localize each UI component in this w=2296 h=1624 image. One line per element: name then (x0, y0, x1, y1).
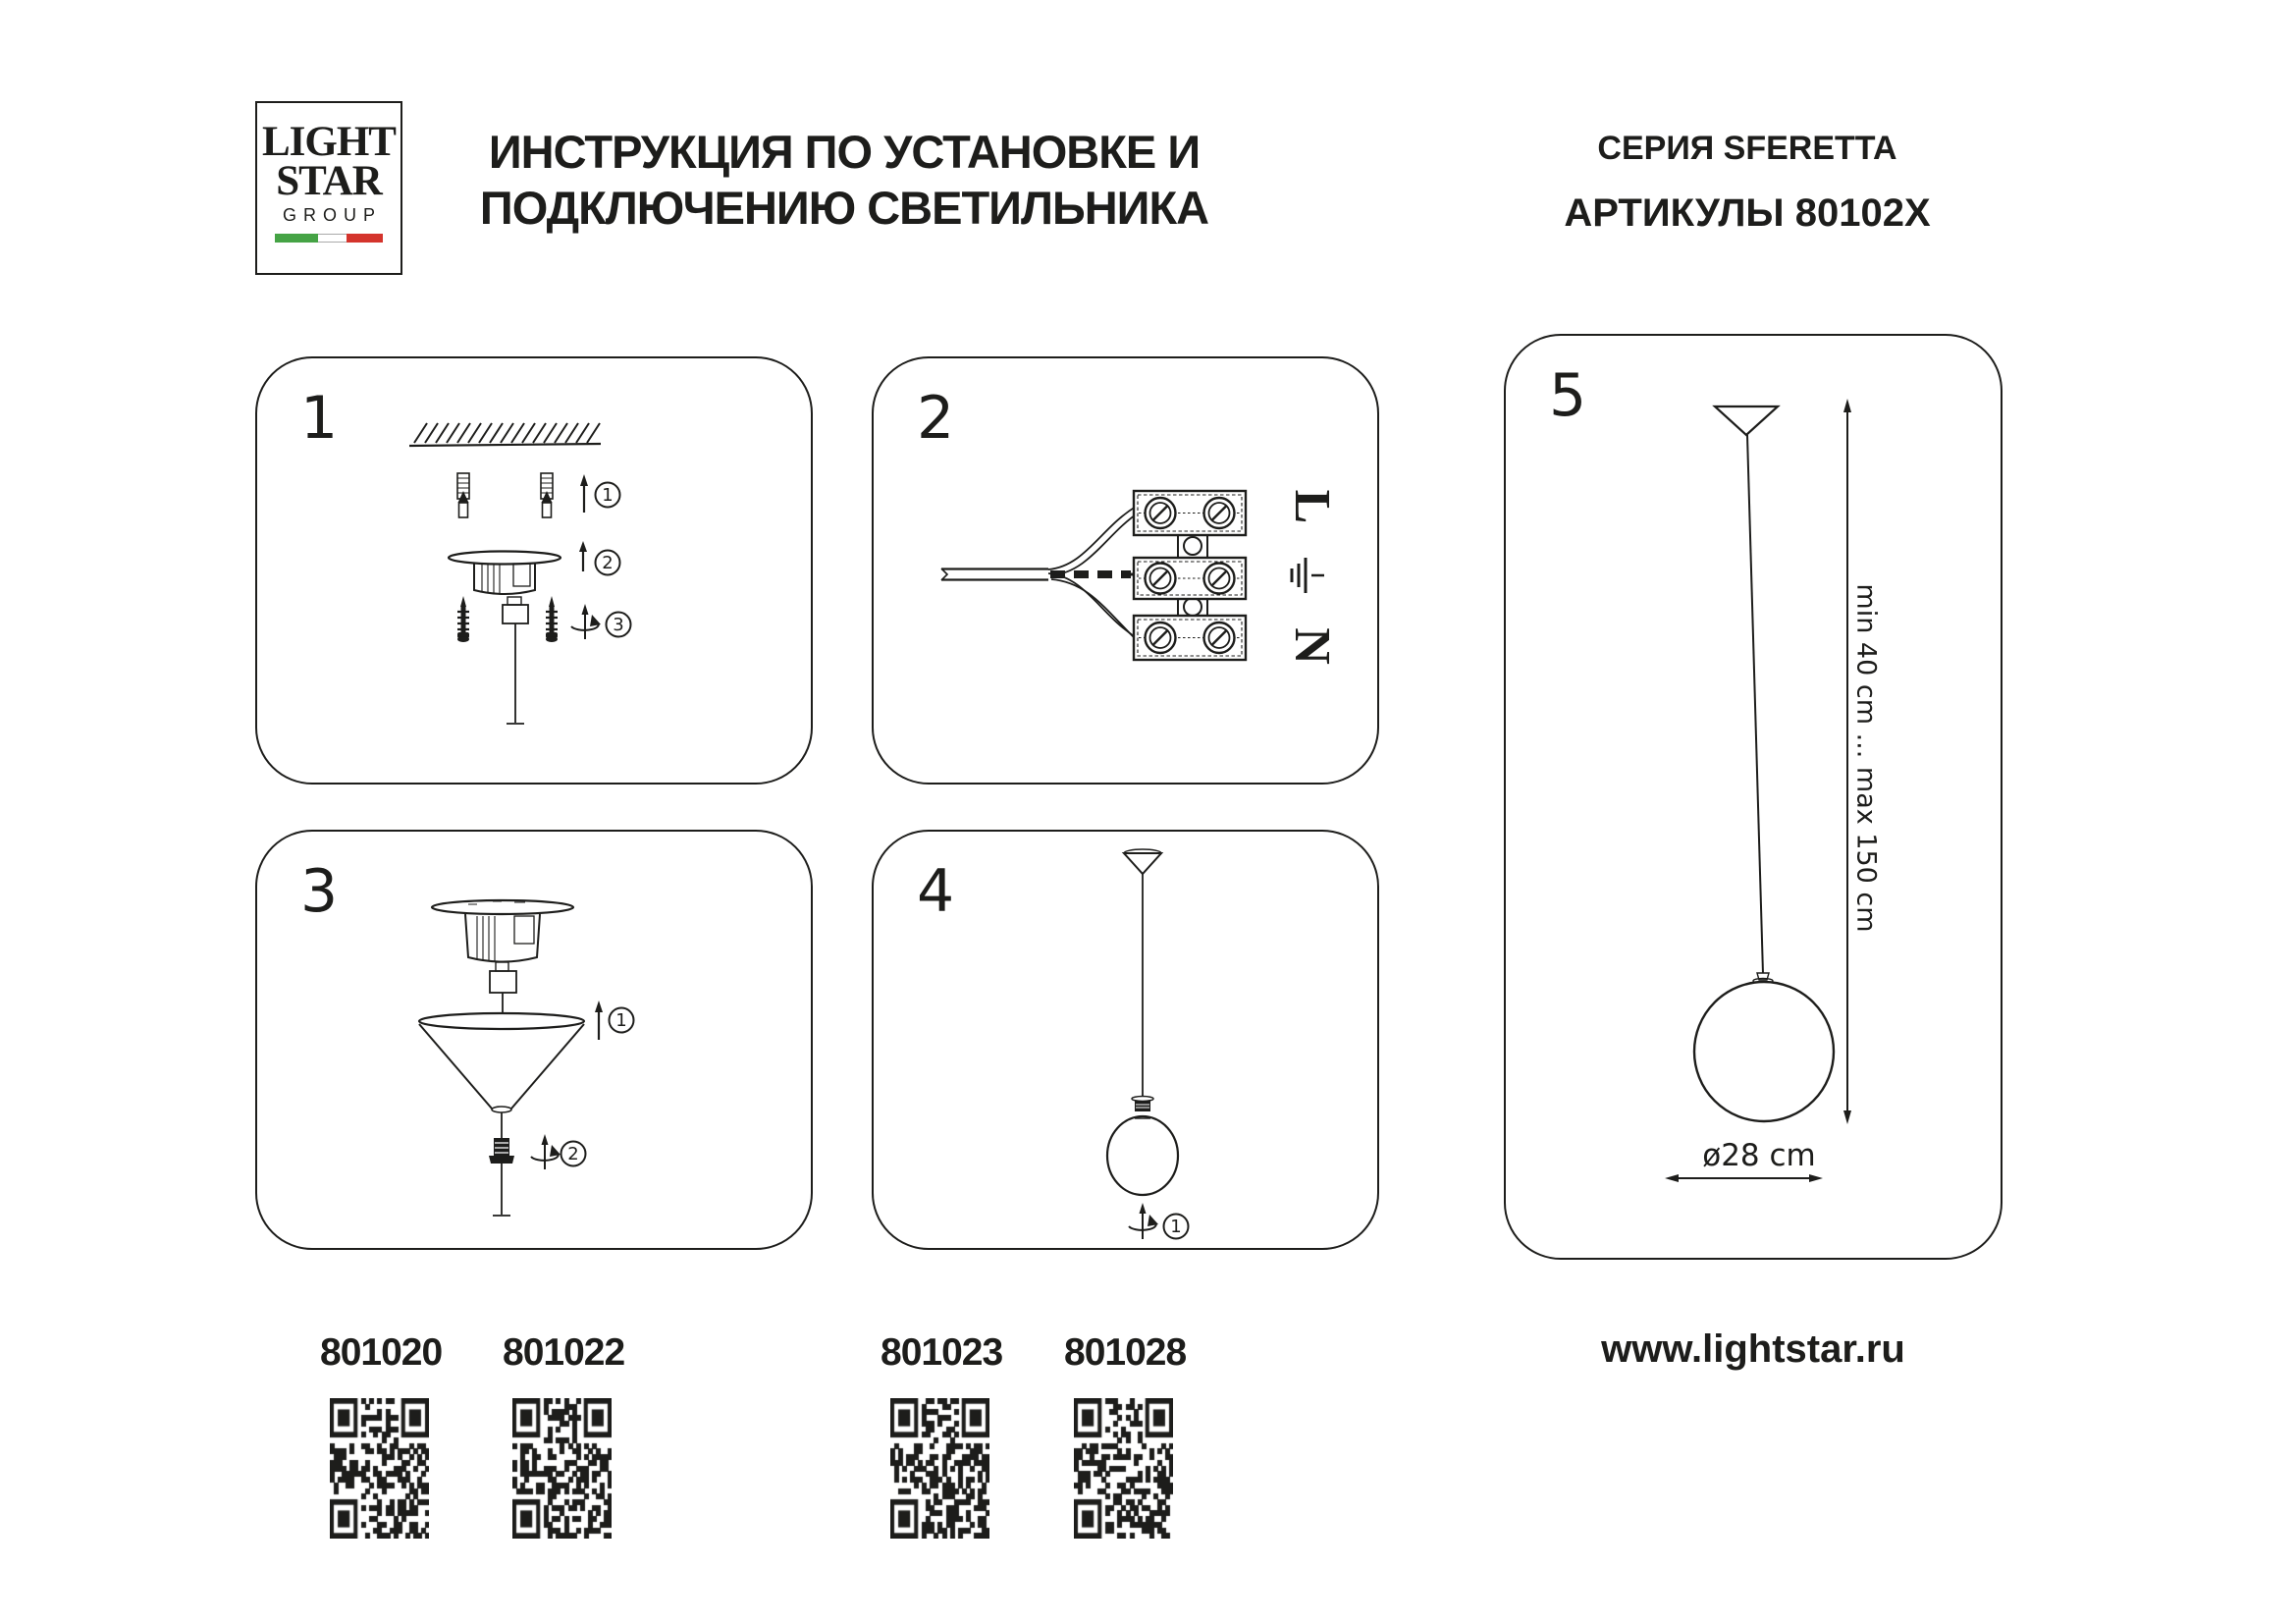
ceiling-mount-icon (432, 900, 573, 1015)
qr-code (512, 1398, 612, 1539)
step-1-badge (610, 1008, 634, 1033)
panel-5-number: 5 (1549, 361, 1587, 430)
article-number: 801023 (881, 1331, 1003, 1374)
wall-plug-icon (541, 473, 553, 517)
italian-flag-icon (275, 234, 383, 243)
svg-text:1: 1 (1170, 1217, 1182, 1237)
label-neutral-N: N (1284, 627, 1341, 665)
pendant-cone-icon (1124, 849, 1161, 1097)
panel-step-1 (255, 356, 813, 785)
lamp-socket-icon (1132, 1097, 1153, 1112)
pendant-cone-icon (1715, 406, 1778, 974)
panel-2-number: 2 (917, 384, 955, 453)
step-2-badge (561, 1142, 586, 1166)
rotate-arrow-icon (531, 1134, 561, 1169)
up-arrow-icon (595, 1001, 603, 1040)
screw-icon (457, 596, 469, 642)
article-item (881, 1331, 1003, 1539)
glass-sphere-icon (1107, 1116, 1178, 1195)
label-live-L: L (1284, 489, 1341, 524)
panel-2-diagram (874, 358, 1376, 782)
panel-step-5 (1504, 334, 2002, 1260)
step-3-badge (607, 613, 631, 637)
step-2-badge (596, 551, 620, 575)
logo-word-light: LIGHT (262, 119, 396, 165)
diameter-dimension-arrow (1665, 1174, 1823, 1182)
height-dimension-arrow (1843, 399, 1851, 1124)
panel-3-number: 3 (300, 857, 339, 926)
qr-code (890, 1398, 989, 1539)
step-1-badge (596, 483, 620, 508)
articles-code: АРТИКУЛЫ 80102X (1564, 191, 1931, 235)
svg-text:1: 1 (615, 1010, 627, 1031)
panel-step-4 (872, 830, 1379, 1250)
cord-grip-icon (489, 1138, 514, 1164)
article-number: 801022 (503, 1331, 625, 1374)
up-arrow-icon (580, 474, 588, 513)
panel-4-diagram (874, 832, 1376, 1247)
panel-4-number: 4 (917, 857, 955, 926)
svg-text:2: 2 (567, 1144, 579, 1164)
step-1-badge (1164, 1215, 1189, 1239)
terminal-row-ground (1134, 558, 1246, 599)
glass-sphere-icon (1694, 982, 1834, 1121)
page-title-line1: ИНСТРУКЦИЯ ПО УСТАНОВКЕ И (488, 126, 1201, 178)
svg-text:3: 3 (613, 615, 624, 635)
panel-step-3 (255, 830, 813, 1250)
terminal-block (1134, 491, 1246, 660)
logo-word-star: STAR (276, 157, 382, 204)
up-arrow-icon (579, 541, 587, 571)
panel-1-diagram (257, 358, 810, 782)
svg-text:1: 1 (602, 485, 614, 506)
article-item (1064, 1331, 1187, 1539)
panel-5-diagram (1506, 336, 2000, 1257)
article-item (503, 1331, 625, 1539)
series-header (1472, 130, 2022, 236)
power-cable-icon (941, 568, 1048, 580)
ceiling-icon (409, 423, 601, 446)
panel-step-2 (872, 356, 1379, 785)
page-title (402, 124, 1286, 237)
panel-3-diagram (257, 832, 810, 1247)
terminal-row-L (1134, 491, 1246, 535)
series-name: СЕРИЯ SFERETTA (1597, 130, 1897, 167)
rotate-arrow-icon (571, 604, 601, 639)
panel-1-number: 1 (300, 384, 339, 453)
article-item (320, 1331, 443, 1539)
page-title-line2: ПОДКЛЮЧЕНИЮ СВЕТИЛЬНИКА (479, 182, 1209, 235)
diameter-label: ø28 cm (1702, 1138, 1816, 1173)
height-dimension-label: min 40 cm ... max 150 cm (1850, 583, 1882, 933)
qr-code (1074, 1398, 1173, 1539)
website-url: www.lightstar.ru (1601, 1327, 1905, 1371)
article-number: 801028 (1064, 1331, 1187, 1374)
cone-shade-icon (419, 1013, 584, 1216)
svg-text:2: 2 (602, 553, 614, 573)
screw-icon (546, 596, 558, 642)
qr-code (330, 1398, 429, 1539)
wall-plug-icon (457, 473, 469, 517)
rotate-arrow-icon (1129, 1203, 1158, 1239)
lightstar-logo (255, 101, 402, 275)
earth-ground-icon (1292, 558, 1324, 593)
terminal-row-N (1134, 616, 1246, 660)
article-number: 801020 (320, 1331, 443, 1374)
logo-word-group: GROUP (282, 204, 382, 225)
